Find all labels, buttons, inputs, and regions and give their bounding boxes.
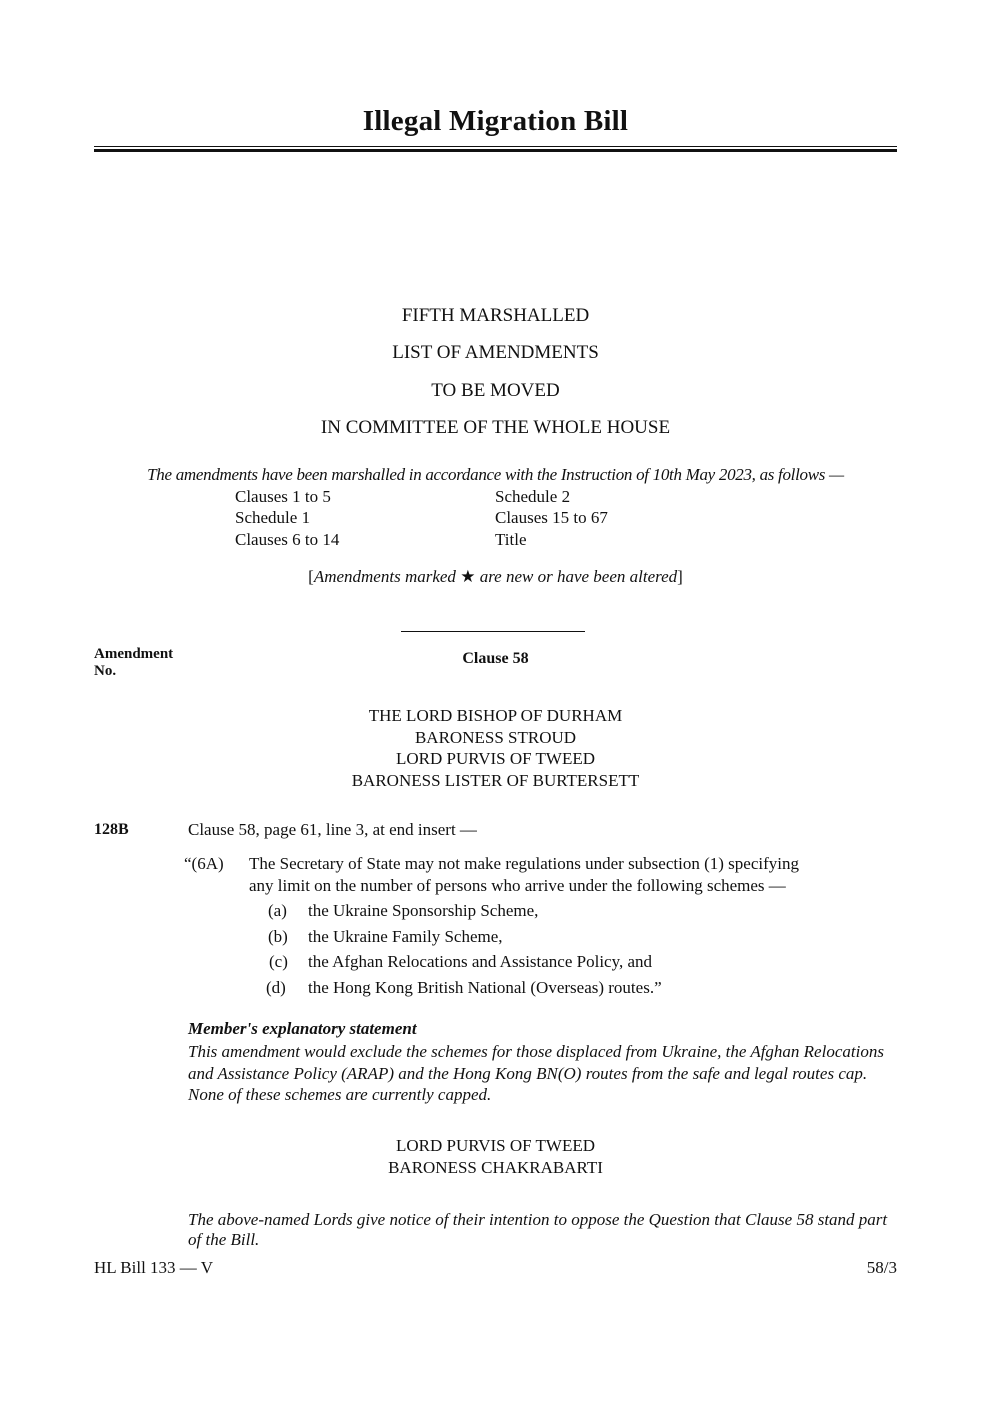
sponsor-name: LORD PURVIS OF TWEED: [395, 749, 596, 768]
oppose-notice: The above-named Lords give notice of their intention to oppose the Question that Clause 58 stand part of the Bill.: [188, 1210, 888, 1249]
star-icon: ★: [460, 567, 476, 586]
heading-line: TO BE MOVED: [431, 380, 560, 401]
notice-text-after: are new or have been altered: [475, 567, 678, 586]
bracket-open: [: [308, 567, 314, 586]
heading-line: LIST OF AMENDMENTS: [392, 342, 599, 363]
sponsor-name: BARONESS CHAKRABARTI: [388, 1157, 603, 1177]
item-text: the Hong Kong British National (Overseas) routes.”: [308, 978, 662, 997]
bracket-close: ]: [677, 567, 683, 586]
amendment-instruction: Clause 58, page 61, line 3, at end insert —: [188, 820, 477, 839]
marshalling-intro: The amendments have been marshalled in accordance with the Instruction of 10th May 2023, as follows —: [147, 465, 844, 484]
sponsor-name: THE LORD BISHOP OF DURHAM: [368, 706, 623, 725]
sponsors-list-2: [0, 1135, 991, 1178]
subsection-text: any limit on the number of persons who arrive under the following schemes —: [249, 876, 786, 895]
title-rule-thick: [94, 149, 897, 152]
item-text: the Ukraine Sponsorship Scheme,: [308, 901, 539, 920]
explanatory-title: Member's explanatory statement: [188, 1019, 417, 1038]
sponsors-list: [0, 705, 991, 791]
document-title: Illegal Migration Bill: [362, 105, 629, 137]
title-rule-thin: [94, 146, 897, 147]
amendment-number: 128B: [94, 821, 129, 838]
order-item: Schedule 1: [235, 508, 311, 527]
notice-text-before: Amendments marked: [313, 567, 461, 586]
order-item: Clauses 15 to 67: [495, 508, 608, 527]
order-item: Schedule 2: [495, 487, 571, 506]
section-separator: [401, 631, 585, 632]
order-item: Clauses 6 to 14: [235, 530, 340, 549]
subsection-text: The Secretary of State may not make regulations under subsection (1) specifying: [249, 854, 799, 873]
altered-notice: [0, 567, 991, 587]
sponsor-name: BARONESS STROUD: [414, 727, 577, 747]
amendment-label: Amendment: [94, 646, 174, 662]
sponsor-name: BARONESS LISTER OF BURTERSETT: [351, 770, 640, 790]
item-label: (a): [268, 901, 287, 920]
item-text: the Ukraine Family Scheme,: [308, 927, 503, 946]
order-item: Title: [495, 530, 527, 549]
clause-heading: Clause 58: [462, 650, 529, 667]
item-label: (b): [268, 927, 288, 946]
page-reference: 58/3: [866, 1258, 897, 1277]
item-text: the Afghan Relocations and Assistance Policy, and: [308, 952, 653, 971]
heading-line: FIFTH MARSHALLED: [401, 305, 590, 326]
order-item: Clauses 1 to 5: [235, 487, 331, 506]
item-label: (c): [269, 952, 288, 971]
heading-line: IN COMMITTEE OF THE WHOLE HOUSE: [320, 417, 671, 438]
subsection-label: “(6A): [184, 854, 224, 873]
sponsor-name: LORD PURVIS OF TWEED: [395, 1136, 596, 1155]
bill-reference: HL Bill 133 — V: [94, 1258, 214, 1277]
explanatory-body: This amendment would exclude the schemes for those displaced from Ukraine, the Afghan Relocations and Assistance Policy (ARAP) and the Hong Kong BN(O) routes from the safe and legal routes cap. None of these schemes are currently capped.: [188, 1042, 884, 1104]
item-label: (d): [266, 978, 286, 997]
no-label: No.: [94, 663, 117, 679]
